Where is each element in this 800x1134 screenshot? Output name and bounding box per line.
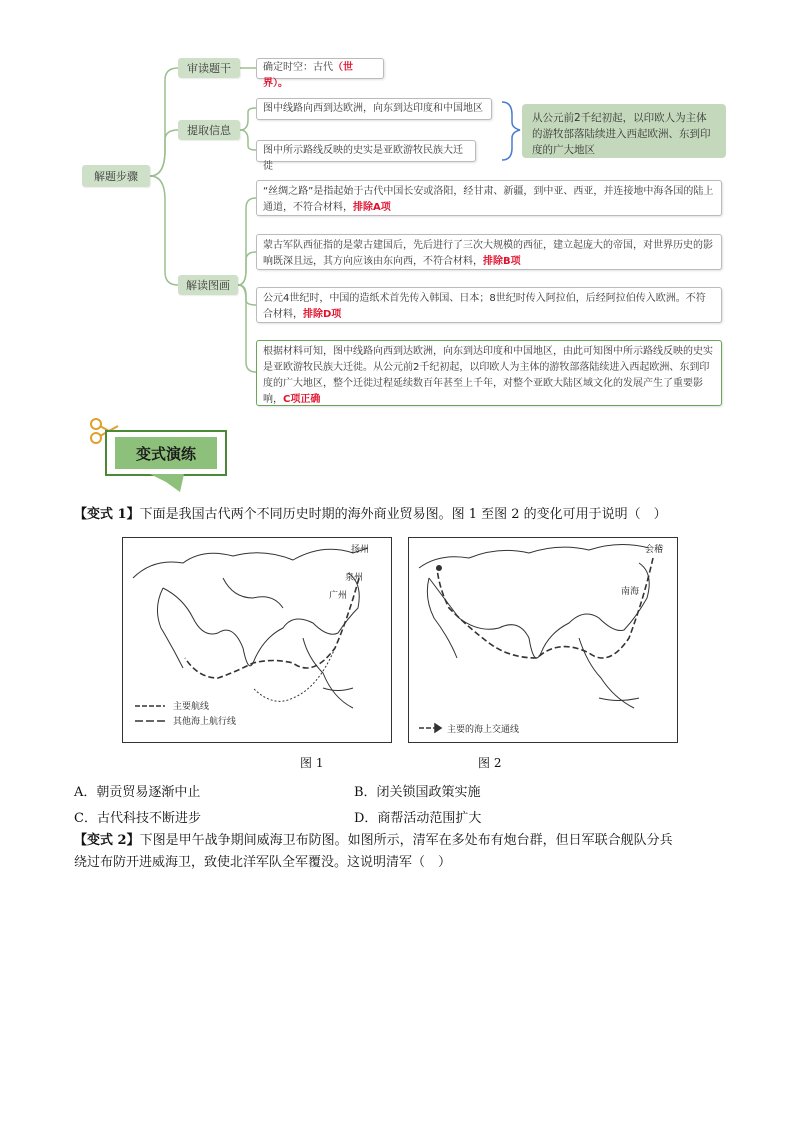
question-2-line-1: 下图是甲午战争期间威海卫布防图。如图所示，清军在多处布有炮台群，但日军联合舰队分兵 bbox=[139, 833, 673, 848]
step3-item-b-verdict: 排除B项 bbox=[483, 256, 521, 267]
step1-item-text: 确定时空：古代 bbox=[263, 62, 333, 73]
question-1-text: 下面是我国古代两个不同历史时期的海外商业贸易图。图 1 至图 2 的变化可用于说明（ ） bbox=[139, 507, 667, 522]
figure-2-label-nanhai: 南海 bbox=[621, 587, 640, 597]
step3-item-d-text: 公元4世纪时，中国的造纸术首先传入韩国、日本；8世纪时传入阿拉伯，后经阿拉伯传入欧洲。不符合材料， bbox=[263, 293, 706, 320]
banner-ribbon-tail bbox=[150, 474, 186, 494]
mindmap-root: 解题步骤 bbox=[82, 165, 150, 187]
step1-item-highlight: （世界）。 bbox=[263, 62, 353, 89]
question-2 bbox=[74, 830, 754, 874]
step3-item-d bbox=[256, 287, 722, 323]
figure-1-label-quanzhou: 泉州 bbox=[345, 573, 364, 583]
figure-1-label-guangzhou: 广州 bbox=[329, 591, 348, 601]
figure-2-legend-main: 主要的海上交通线 bbox=[447, 725, 520, 735]
step2-summary: 从公元前2千纪初起，以印欧人为主体的游牧部落陆续进入西起欧洲、东到印度的广大地区 bbox=[522, 104, 726, 158]
section-banner bbox=[105, 430, 227, 476]
step2-item-2: 图中所示路线反映的史实是亚欧游牧民族大迁徙 bbox=[256, 140, 476, 162]
figure-2-map-drawing bbox=[409, 538, 676, 741]
section-banner-title: 变式演练 bbox=[115, 437, 217, 469]
question-1-tag: 【变式 1】 bbox=[74, 507, 140, 522]
step3-item-a-text: “丝绸之路”是指起始于古代中国长安或洛阳，经甘肃、新疆，到中亚、西亚，并连接地中海各国的陆上通道，不符合材料， bbox=[263, 186, 714, 213]
figure-1-label-yangzhou: 扬州 bbox=[351, 545, 370, 555]
step3-item-c bbox=[256, 340, 722, 406]
step-read-question: 审读题干 bbox=[178, 58, 240, 78]
figure-1-legend-other: 其他海上航行线 bbox=[173, 717, 237, 727]
option-b[interactable]: B．闭关锁国政策实施 bbox=[354, 785, 481, 800]
figure-1-caption: 图 1 bbox=[300, 756, 324, 770]
step3-item-b bbox=[256, 234, 722, 270]
step3-item-c-text: 根据材料可知，图中线路向西到达欧洲，向东到达印度和中国地区，由此可知图中所示路线反映的史实是亚欧游牧民族大迁徙。从公元前2千纪初起，以印欧人为主体的游牧部落陆续进入西起欧洲、东到印度的广大地区，整个迁徙过程延续数百年甚至上千年，对整个亚欧大陆区域文化的发展产生了重要影响， bbox=[263, 346, 713, 405]
question-2-tag: 【变式 2】 bbox=[74, 833, 140, 848]
step3-item-a bbox=[256, 180, 722, 216]
step2-item-1: 图中线路向西到达欧洲，向东到达印度和中国地区 bbox=[256, 98, 492, 120]
step3-item-b-text: 蒙古军队西征指的是蒙古建国后，先后进行了三次大规模的西征，建立起庞大的帝国，对世界历史的影响既深且远，其方向应该由东向西，不符合材料， bbox=[263, 240, 713, 267]
figure-1-map-drawing bbox=[123, 538, 390, 741]
step3-item-c-verdict: C项正确 bbox=[283, 394, 321, 405]
figure-2-map bbox=[408, 537, 678, 743]
step-extract-info: 提取信息 bbox=[178, 120, 240, 140]
figure-1-map bbox=[122, 537, 392, 743]
figure-2-caption: 图 2 bbox=[478, 756, 502, 770]
step3-item-d-verdict: 排除D项 bbox=[303, 309, 342, 320]
figure-2-label-kuaiji: 会稽 bbox=[645, 545, 664, 555]
option-a[interactable]: A．朝贡贸易逐渐中止 bbox=[74, 785, 201, 800]
question-1 bbox=[74, 504, 734, 526]
step-interpret-image: 解读图画 bbox=[178, 275, 238, 295]
option-d[interactable]: D．商帮活动范围扩大 bbox=[354, 811, 482, 826]
step3-item-a-verdict: 排除A项 bbox=[353, 202, 391, 213]
figure-1-legend-main: 主要航线 bbox=[173, 702, 210, 712]
option-c[interactable]: C．古代科技不断进步 bbox=[74, 811, 201, 826]
step1-item bbox=[256, 58, 384, 89]
question-2-line-2: 绕过布防开进威海卫，致使北洋军队全军覆没。这说明清军（ ） bbox=[74, 855, 452, 870]
